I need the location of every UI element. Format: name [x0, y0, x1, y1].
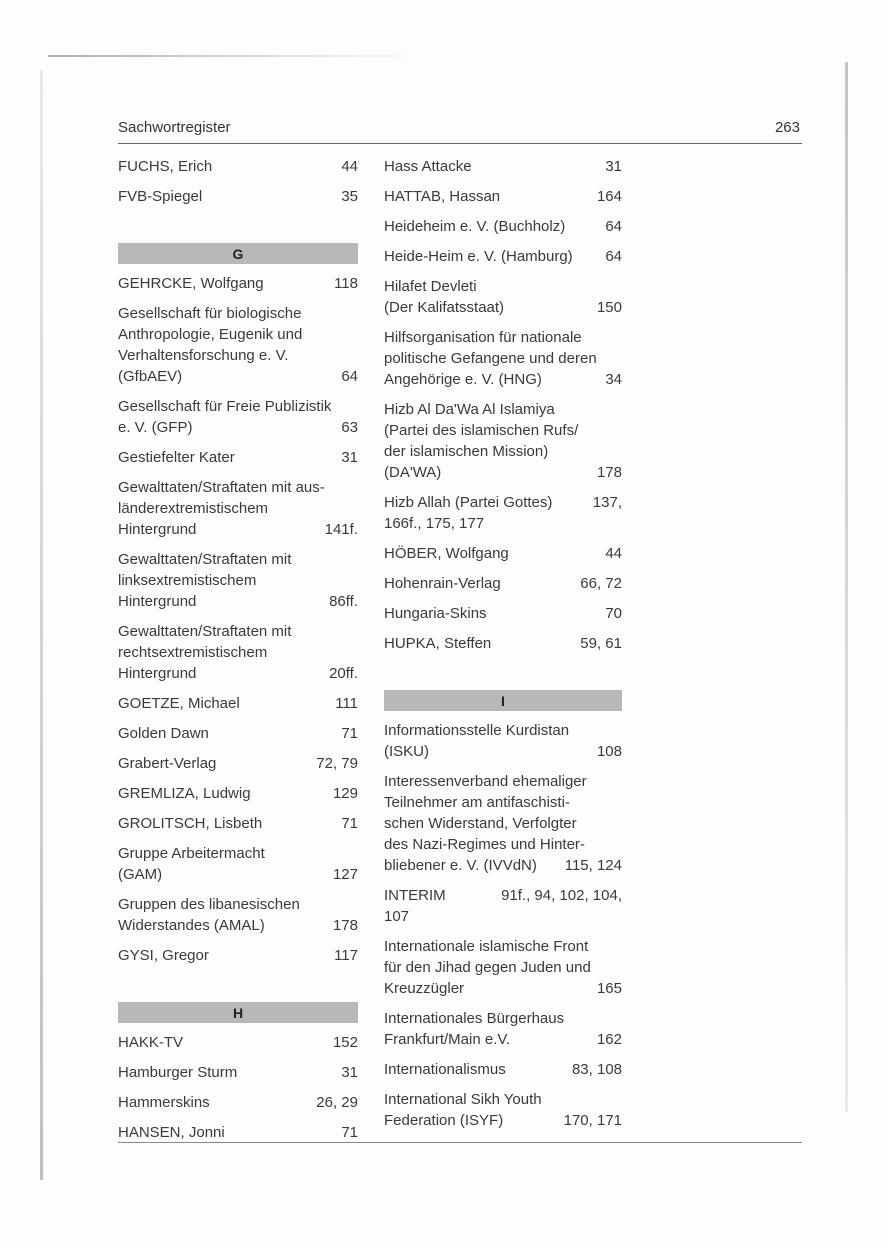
entry-term: (DA'WA)	[384, 464, 442, 481]
entry-pages: 178	[596, 464, 622, 481]
entry-term: FUCHS, Erich	[118, 158, 213, 175]
entry-pages: 141f.	[324, 521, 358, 538]
entry-term: International Sikh Youth	[384, 1091, 542, 1108]
entry-pages: 66, 72	[580, 575, 622, 592]
entry-term: Hilafet Devleti	[384, 278, 477, 295]
entry-term: Kreuzzügler	[384, 980, 465, 997]
entry-pages: 71	[341, 725, 358, 742]
index-entry	[384, 1059, 622, 1080]
entry-term: Hungaria-Skins	[384, 605, 487, 622]
entry-pages: 137,	[592, 494, 622, 511]
entry-term: GYSI, Gregor	[118, 947, 209, 964]
index-entry	[384, 771, 622, 876]
entry-term: Gestiefelter Kater	[118, 449, 235, 466]
index-entry	[118, 273, 358, 294]
entry-pages: 117	[334, 947, 358, 964]
entry-pages: 44	[341, 158, 358, 175]
index-entry	[118, 1092, 358, 1113]
entry-term: GROLITSCH, Lisbeth	[118, 815, 263, 832]
index-entry	[384, 492, 622, 534]
entry-term: Gewalttaten/Straftaten mit	[118, 623, 292, 640]
index-entry	[384, 276, 622, 318]
section-letter-i: I	[384, 690, 622, 711]
entry-term: Hass Attacke	[384, 158, 472, 175]
scan-edge-left	[40, 70, 43, 1180]
entry-term: schen Widerstand, Verfolgter	[384, 815, 577, 832]
entry-pages: 162	[596, 1031, 622, 1048]
index-entry	[118, 945, 358, 966]
entry-pages: 64	[341, 368, 358, 385]
entry-term: Gesellschaft für Freie Publizistik	[118, 398, 332, 415]
entry-pages: 35	[341, 188, 358, 205]
entry-term: Teilnehmer am antifaschisti-	[384, 794, 570, 811]
entry-term: GOETZE, Michael	[118, 695, 240, 712]
entry-term: Heideheim e. V. (Buchholz)	[384, 218, 566, 235]
entry-pages: 70	[605, 605, 622, 622]
index-entry	[118, 156, 358, 177]
entry-term: Internationalismus	[384, 1061, 506, 1078]
entry-pages: 31	[341, 449, 358, 466]
index-entry	[118, 753, 358, 774]
index-entry	[118, 1122, 358, 1143]
entry-pages: 115, 124	[564, 857, 622, 874]
footer-rule	[118, 1142, 802, 1143]
entry-pages: 72, 79	[316, 755, 358, 772]
entry-term: (GfbAEV)	[118, 368, 183, 385]
entry-pages: 63	[341, 419, 358, 436]
entry-pages: 129	[332, 785, 358, 802]
index-column-right	[384, 156, 622, 1140]
entry-term: bliebener e. V. (IVVdN)	[384, 857, 537, 874]
index-column-left	[118, 156, 358, 1152]
entry-term: Verhaltensforschung e. V.	[118, 347, 289, 364]
entry-pages: 108	[596, 743, 622, 760]
index-entry	[118, 396, 358, 438]
entry-term: (Partei des islamischen Rufs/	[384, 422, 579, 439]
entry-term: Hamburger Sturm	[118, 1064, 238, 1081]
entry-pages: 111	[335, 695, 358, 712]
index-entry	[384, 186, 622, 207]
entry-pages: 26, 29	[316, 1094, 358, 1111]
entry-pages: 64	[605, 248, 622, 265]
entry-pages: 64	[605, 218, 622, 235]
index-entry	[118, 1032, 358, 1053]
entry-term: (GAM)	[118, 866, 163, 883]
page-number: 263	[774, 119, 800, 136]
index-entry	[384, 399, 622, 483]
entry-term: Hammerskins	[118, 1094, 210, 1111]
index-entry	[118, 693, 358, 714]
index-entry	[118, 447, 358, 468]
entry-term: politische Gefangene und deren	[384, 350, 597, 367]
entry-term: HATTAB, Hassan	[384, 188, 501, 205]
section-letter-g: G	[118, 243, 358, 264]
entry-pages: 150	[596, 299, 622, 316]
entry-term: Anthropologie, Eugenik und	[118, 326, 303, 343]
entry-term: Hintergrund	[118, 665, 197, 682]
entry-term: Heide-Heim e. V. (Hamburg)	[384, 248, 573, 265]
scan-edge-top	[48, 55, 428, 57]
index-entry	[384, 1089, 622, 1131]
entry-term: Grabert-Verlag	[118, 755, 217, 772]
entry-term: Gewalttaten/Straftaten mit	[118, 551, 292, 568]
index-entry	[384, 936, 622, 999]
entry-pages: 127	[332, 866, 358, 883]
entry-term: GREMLIZA, Ludwig	[118, 785, 251, 802]
entry-term: für den Jihad gegen Juden und	[384, 959, 591, 976]
entry-pages: 20ff.	[329, 665, 358, 682]
index-entry	[118, 549, 358, 612]
entry-pages: 178	[332, 917, 358, 934]
entry-pages: 91f., 94, 102, 104,	[501, 887, 622, 904]
index-entry	[384, 633, 622, 654]
entry-term: Hintergrund	[118, 593, 197, 610]
header-rule	[118, 143, 802, 144]
entry-term: Frankfurt/Main e.V.	[384, 1031, 511, 1048]
section-spacer	[118, 216, 358, 243]
entry-pages: 34	[605, 371, 622, 388]
index-entry	[384, 603, 622, 624]
index-entry	[118, 1062, 358, 1083]
entry-term: HANSEN, Jonni	[118, 1124, 225, 1141]
entry-term: linksextremistischem	[118, 572, 257, 589]
index-entry	[118, 813, 358, 834]
entry-term: Hizb Al Da'Wa Al Islamiya	[384, 401, 555, 418]
index-entry	[384, 543, 622, 564]
page-header	[118, 119, 800, 141]
entry-pages: 71	[341, 815, 358, 832]
entry-term: Gruppen des libanesischen	[118, 896, 300, 913]
index-entry	[384, 1008, 622, 1050]
entry-term: Interessenverband ehemaliger	[384, 773, 587, 790]
index-entry	[118, 621, 358, 684]
entry-term: HÖBER, Wolfgang	[384, 545, 509, 562]
entry-term: Hohenrain-Verlag	[384, 575, 501, 592]
entry-pages: 164	[596, 188, 622, 205]
section-letter-h: H	[118, 1002, 358, 1023]
entry-term: 166f., 175, 177	[384, 515, 485, 532]
index-entry	[384, 327, 622, 390]
entry-term: Gesellschaft für biologische	[118, 305, 302, 322]
entry-term: Internationales Bürgerhaus	[384, 1010, 565, 1027]
entry-term: (ISKU)	[384, 743, 429, 760]
entry-term: Hintergrund	[118, 521, 197, 538]
running-title: Sachwortregister	[118, 119, 231, 136]
index-entry	[118, 477, 358, 540]
index-entry	[384, 573, 622, 594]
entry-term: Internationale islamische Front	[384, 938, 589, 955]
section-spacer	[384, 663, 622, 690]
entry-term: Golden Dawn	[118, 725, 209, 742]
index-entry	[118, 783, 358, 804]
entry-pages: 118	[334, 275, 358, 292]
entry-term: (Der Kalifatsstaat)	[384, 299, 505, 316]
entry-term: Angehörige e. V. (HNG)	[384, 371, 542, 388]
entry-term: des Nazi-Regimes und Hinter-	[384, 836, 585, 853]
index-entry	[384, 156, 622, 177]
index-entry	[384, 720, 622, 762]
entry-term: INTERIM	[384, 887, 446, 904]
entry-term: GEHRCKE, Wolfgang	[118, 275, 264, 292]
entry-term: Federation (ISYF)	[384, 1112, 504, 1129]
entry-term: Hilfsorganisation für nationale	[384, 329, 582, 346]
entry-term: FVB-Spiegel	[118, 188, 203, 205]
index-entry	[118, 723, 358, 744]
entry-term: e. V. (GFP)	[118, 419, 193, 436]
section-spacer	[118, 975, 358, 1002]
entry-term: Gruppe Arbeitermacht	[118, 845, 265, 862]
index-entry	[118, 843, 358, 885]
index-entry	[384, 216, 622, 237]
index-entry	[118, 186, 358, 207]
entry-term: länderextremistischem	[118, 500, 269, 517]
entry-pages: 31	[341, 1064, 358, 1081]
entry-pages: 71	[341, 1124, 358, 1141]
entry-pages: 83, 108	[571, 1061, 622, 1078]
index-entry	[384, 885, 622, 927]
entry-pages: 44	[605, 545, 622, 562]
scan-edge-right	[845, 62, 848, 1112]
index-entry	[384, 246, 622, 267]
entry-term: Hizb Allah (Partei Gottes)	[384, 494, 553, 511]
entry-term: Informationsstelle Kurdistan	[384, 722, 570, 739]
index-entry	[118, 894, 358, 936]
entry-term: Gewalttaten/Straftaten mit aus-	[118, 479, 325, 496]
entry-pages: 59, 61	[580, 635, 622, 652]
entry-pages: 152	[332, 1034, 358, 1051]
entry-term: rechtsextremistischem	[118, 644, 268, 661]
entry-term: HUPKA, Steffen	[384, 635, 492, 652]
entry-pages: 86ff.	[329, 593, 358, 610]
index-entry	[118, 303, 358, 387]
entry-term: HAKK-TV	[118, 1034, 184, 1051]
entry-term: 107	[384, 908, 410, 925]
entry-term: Widerstandes (AMAL)	[118, 917, 265, 934]
entry-pages: 31	[605, 158, 622, 175]
entry-pages: 170, 171	[563, 1112, 622, 1129]
entry-pages: 165	[596, 980, 622, 997]
entry-term: der islamischen Mission)	[384, 443, 549, 460]
